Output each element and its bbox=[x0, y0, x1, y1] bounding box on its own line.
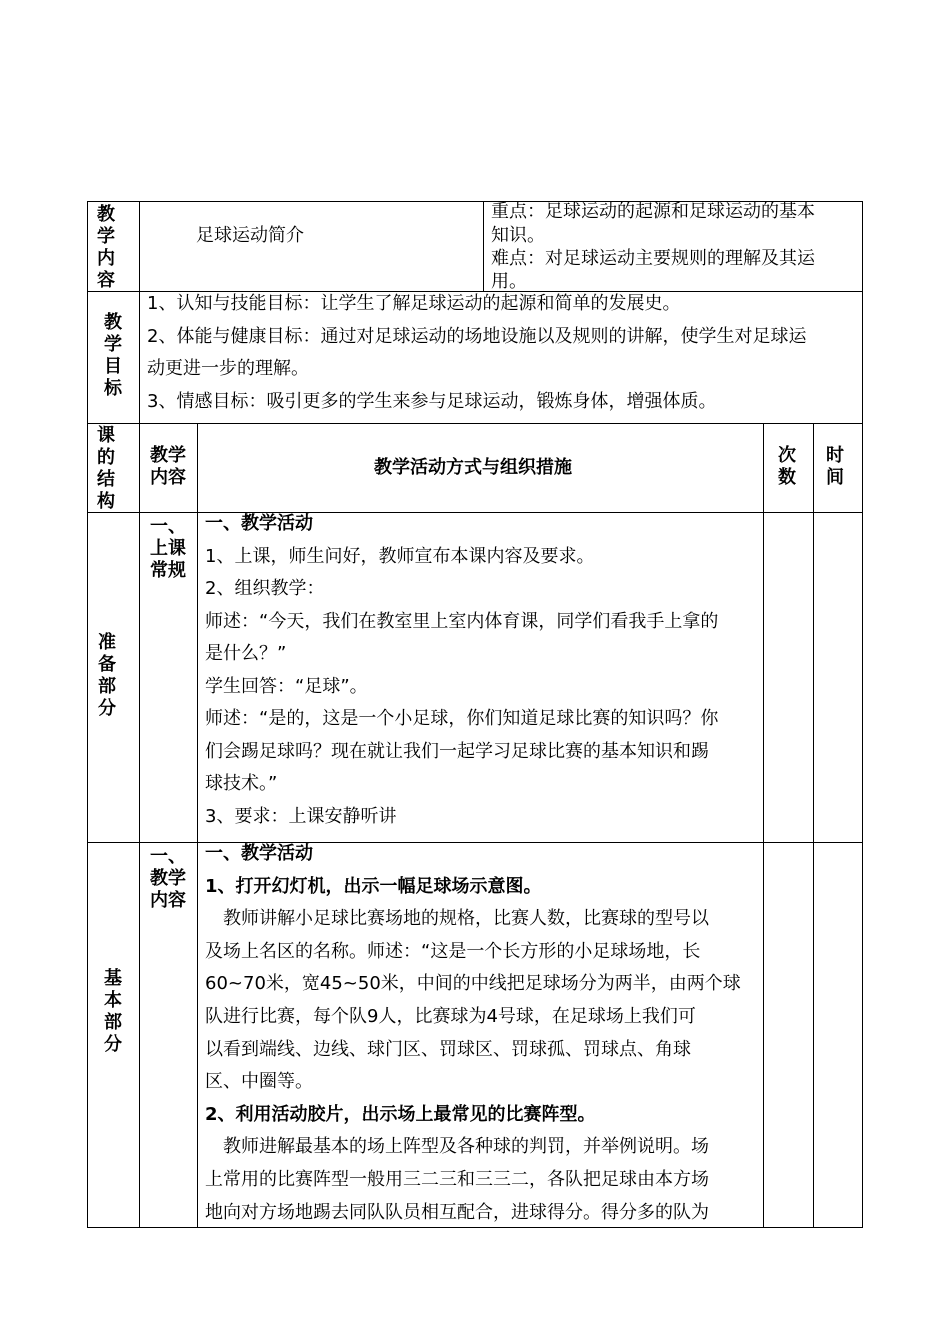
text-line: 以看到端线、边线、球门区、罚球区、罚球孤、罚球点、角球 bbox=[205, 1038, 691, 1060]
rule bbox=[139, 201, 140, 291]
label-content-col: 教学 内容 bbox=[150, 445, 186, 488]
text-line: 1、上课，师生问好，教师宣布本课内容及要求。 bbox=[205, 545, 595, 567]
text-line: 一、教学活动 bbox=[205, 513, 313, 534]
text-line: 学生回答：“足球”。 bbox=[205, 675, 368, 697]
text-line: 2、体能与健康目标：通过对足球运动的场地设施以及规则的讲解，使学生对足球运 bbox=[147, 325, 807, 347]
sub-teaching-content: 一、 教学 内容 bbox=[150, 846, 186, 911]
text-line: 们会踢足球吗？现在就让我们一起学习足球比赛的基本知识和踢 bbox=[205, 740, 709, 762]
text-line: 是什么？” bbox=[205, 643, 287, 664]
key-points-line1: 重点：足球运动的起源和足球运动的基本 bbox=[491, 201, 815, 222]
label-teaching-content: 教 学 内 容 bbox=[97, 204, 115, 291]
rule bbox=[87, 423, 863, 424]
text-line: 动更进一步的理解。 bbox=[147, 358, 309, 379]
count-column-header: 次 数 bbox=[778, 445, 796, 488]
section-basic: 基 本 部 分 bbox=[104, 968, 122, 1055]
section-prep: 准 备 部 分 bbox=[98, 632, 116, 719]
rule bbox=[483, 201, 484, 291]
label-structure: 课 的 结 构 bbox=[97, 425, 115, 512]
text-line: 球技术。” bbox=[205, 773, 278, 794]
rule bbox=[862, 201, 863, 1228]
prep-content bbox=[205, 508, 718, 833]
text-line: 2、组织教学： bbox=[205, 578, 325, 599]
lesson-title: 足球运动简介 bbox=[196, 225, 304, 246]
text-line: 师述：“今天，我们在教室里上室内体育课，同学们看我手上拿的 bbox=[205, 610, 719, 632]
text-line: 3、情感目标：吸引更多的学生来参与足球运动，锻炼身体，增强体质。 bbox=[147, 390, 717, 412]
text-line: 及场上名区的名称。师述：“这是一个长方形的小足球场地，长 bbox=[205, 940, 701, 962]
text-line: 2、利用活动胶片，出示场上最常见的比赛阵型。 bbox=[205, 1103, 596, 1125]
text-line: 1、认知与技能目标：让学生了解足球运动的起源和简单的发展史。 bbox=[147, 293, 681, 314]
difficulty-line2: 用。 bbox=[491, 271, 527, 292]
rule bbox=[139, 291, 140, 423]
rule bbox=[139, 423, 140, 1228]
text-line: 3、要求：上课安静听讲 bbox=[205, 805, 397, 827]
rule bbox=[87, 201, 88, 1228]
key-points-line2: 知识。 bbox=[491, 225, 545, 246]
rule bbox=[813, 423, 814, 1228]
time-column-header: 时 间 bbox=[826, 445, 844, 488]
text-line: 教师进解最基本的场上阵型及各种球的判罚，并举例说明。场 bbox=[205, 1136, 709, 1158]
rule bbox=[763, 423, 764, 1228]
difficulty-line1: 难点：对足球运动主要规则的理解及其运 bbox=[491, 248, 815, 269]
text-line: 一、教学活动 bbox=[205, 843, 313, 864]
basic-content bbox=[205, 838, 741, 1229]
text-line: 上常用的比赛阵型一般用三二三和三三二，各队把足球由本方场 bbox=[205, 1168, 709, 1190]
sub-routine: 一、 上课 常规 bbox=[150, 516, 186, 581]
label-objectives: 教 学 目 标 bbox=[104, 312, 122, 399]
text-line: 地向对方场地踢去同队队员相互配合，进球得分。得分多的队为 bbox=[205, 1201, 709, 1223]
text-line: 师述：“是的，这是一个小足球，你们知道足球比赛的知识吗？你 bbox=[205, 708, 719, 729]
text-line: 队进行比赛，每个队9人，比赛球为4号球，在足球场上我们可 bbox=[205, 1005, 696, 1027]
text-line: 60~70米，宽45~50米，中间的中线把足球场分为两半，由两个球 bbox=[205, 973, 741, 995]
text-line: 区、中圈等。 bbox=[205, 1071, 313, 1093]
text-line: 教师讲解小足球比赛场地的规格，比赛人数，比赛球的型号以 bbox=[205, 908, 709, 930]
objectives-list bbox=[147, 288, 806, 418]
text-line: 1、打开幻灯机，出示一幅足球场示意图。 bbox=[205, 875, 542, 897]
activity-column-header: 教学活动方式与组织措施 bbox=[374, 457, 572, 478]
rule bbox=[197, 423, 198, 1228]
